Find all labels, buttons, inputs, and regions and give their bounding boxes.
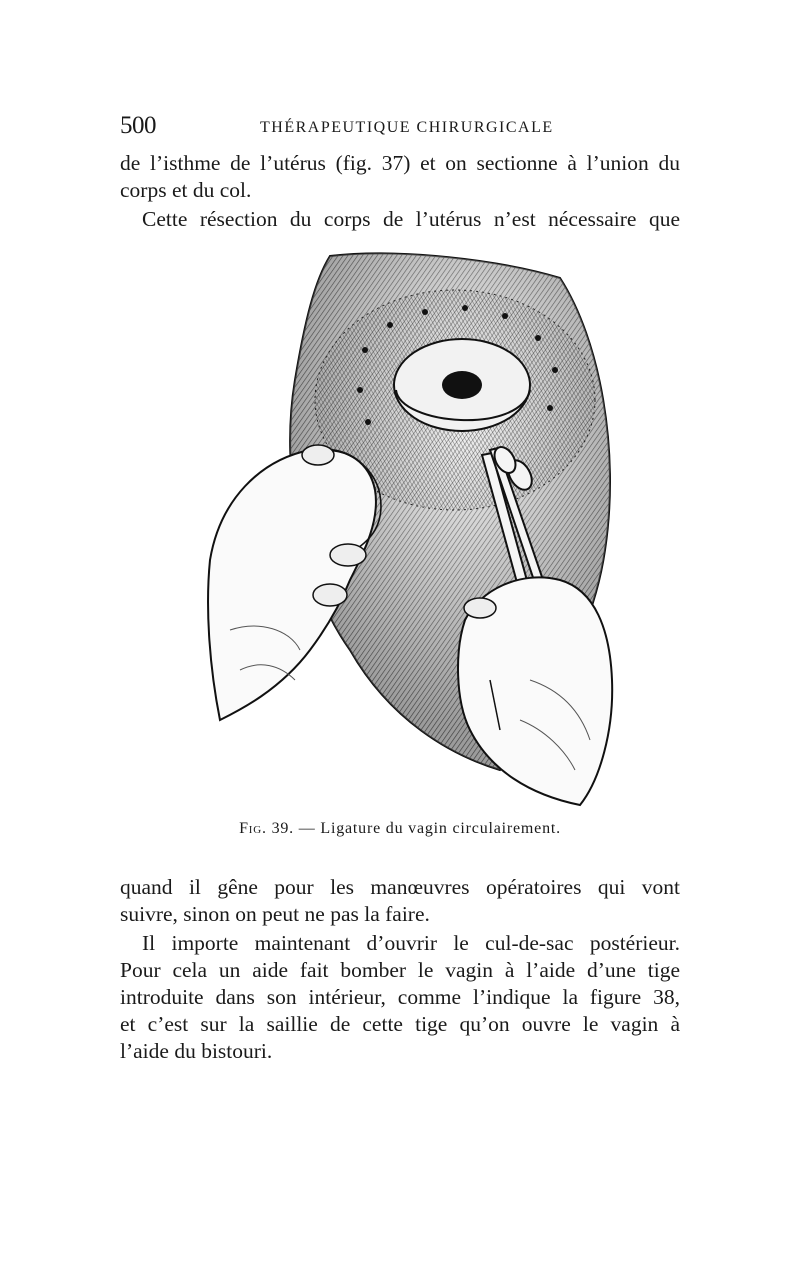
text-line: de l’isthme de l’utérus (fig. 37) et on sectionne à l’union du [120, 151, 680, 175]
figure-label: Fig. 39. [239, 820, 294, 837]
paragraph-continued [120, 150, 680, 204]
text-line: Pour cela un aide fait bomber le vagin à l’aide d’une tige [120, 958, 680, 982]
figure-caption-text: — Ligature du vagin circulairement. [298, 820, 561, 837]
figure-caption [120, 820, 680, 838]
text-line: l’aide du bistouri. [120, 1039, 273, 1063]
text-line: quand il gêne pour les manœuvres opératoires qui vont [120, 875, 680, 899]
text-line: introduite dans son intérieur, comme l’indique la figure 38, [120, 985, 680, 1009]
paragraph-continued-after-figure [120, 874, 680, 928]
engraving-figure-39 [200, 250, 640, 810]
paragraph-resection [120, 206, 680, 233]
running-head: THÉRAPEUTIQUE CHIRURGICALE [260, 119, 554, 136]
text-line: corps et du col. [120, 178, 252, 202]
page-number: 500 [120, 112, 156, 139]
text-line: Cette résection du corps de l’utérus n’est nécessaire que [142, 207, 680, 231]
text-line: Il importe maintenant d’ouvrir le cul-de-sac postérieur. [142, 931, 680, 955]
page-header [120, 112, 680, 142]
text-line: suivre, sinon on peut ne pas la faire. [120, 902, 430, 926]
paragraph-cul-de-sac [120, 930, 680, 1065]
text-line: et c’est sur la saillie de cette tige qu’on ouvre le vagin à [120, 1012, 680, 1036]
surgical-illustration [200, 250, 640, 810]
cervical-os [442, 371, 482, 399]
